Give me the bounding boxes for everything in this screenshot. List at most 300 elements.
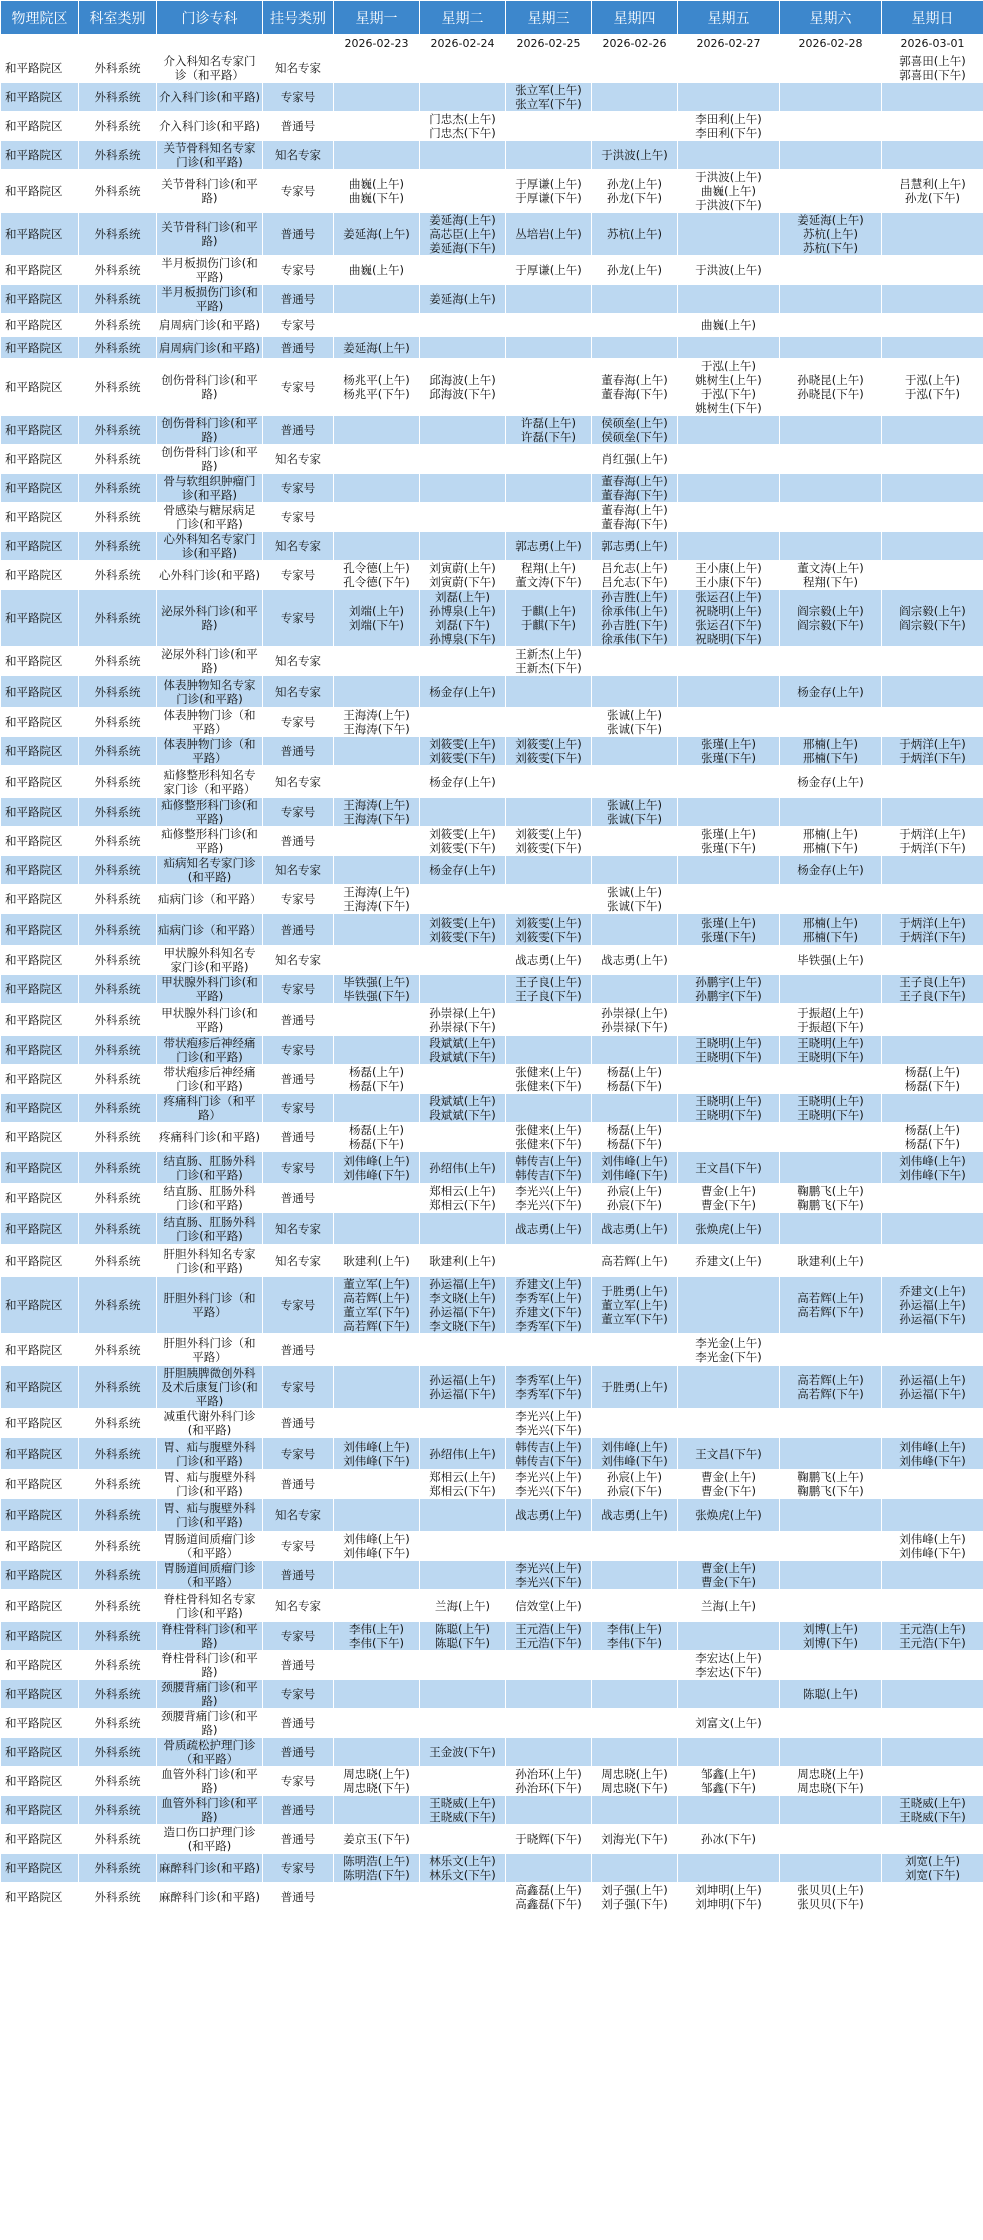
tuesday-cell: 刘筱雯(上午) 刘筱雯(下午) (420, 827, 506, 856)
wednesday-cell (506, 445, 592, 474)
thursday-cell: 苏杭(上午) (592, 213, 678, 256)
saturday-cell: 邢楠(上午) 邢楠(下午) (780, 737, 882, 766)
monday-cell: 王海涛(上午) 王海涛(下午) (334, 885, 420, 914)
clinic-cell: 疝病门诊（和平路） (157, 885, 263, 914)
sunday-cell (882, 1883, 983, 1912)
tuesday-cell: 林乐文(上午) 林乐文(下午) (420, 1854, 506, 1883)
department-cell: 外科系统 (79, 416, 157, 445)
department-cell: 外科系统 (79, 213, 157, 256)
sunday-cell: 王元浩(上午) 王元浩(下午) (882, 1622, 983, 1651)
campus-cell: 和平路院区 (1, 1004, 79, 1036)
saturday-cell: 杨金存(上午) (780, 676, 882, 708)
wednesday-cell (506, 141, 592, 170)
table-row (1, 1094, 983, 1123)
saturday-cell: 董文涛(上午) 程翔(下午) (780, 561, 882, 590)
friday-cell: 孙冰(下午) (678, 1825, 780, 1854)
reg-type-cell: 专家号 (263, 1767, 334, 1796)
thursday-cell: 董春海(上午) 董春海(下午) (592, 503, 678, 532)
table-row (1, 445, 983, 474)
reg-type-cell: 普通号 (263, 1561, 334, 1590)
department-cell: 外科系统 (79, 1245, 157, 1277)
monday-cell (334, 54, 420, 83)
monday-cell: 曲巍(上午) (334, 256, 420, 285)
clinic-cell: 血管外科门诊(和平路) (157, 1796, 263, 1825)
saturday-cell (780, 1409, 882, 1438)
campus-cell: 和平路院区 (1, 445, 79, 474)
tuesday-cell (420, 1499, 506, 1532)
clinic-cell: 麻醉科门诊(和平路) (157, 1883, 263, 1912)
sunday-cell: 王子良(上午) 王子良(下午) (882, 975, 983, 1004)
reg-type-cell: 专家号 (263, 708, 334, 737)
reg-type-cell: 普通号 (263, 1470, 334, 1499)
department-cell: 外科系统 (79, 1854, 157, 1883)
campus-cell: 和平路院区 (1, 503, 79, 532)
clinic-cell: 介入科知名专家门诊（和平路） (157, 54, 263, 83)
friday-cell: 王文昌(下午) (678, 1438, 780, 1470)
thursday-cell: 李伟(上午) 李伟(下午) (592, 1622, 678, 1651)
clinic-cell: 半月板损伤门诊(和平路) (157, 256, 263, 285)
tuesday-cell: 兰海(上午) (420, 1590, 506, 1622)
tuesday-cell (420, 1532, 506, 1561)
tuesday-cell (420, 1123, 506, 1152)
clinic-cell: 肝胆胰脾微创外科及术后康复门诊(和平路) (157, 1366, 263, 1409)
reg-type-cell: 普通号 (263, 1334, 334, 1366)
clinic-cell: 颈腰背痛门诊(和平路) (157, 1709, 263, 1738)
sunday-cell: 于炳洋(上午) 于炳洋(下午) (882, 914, 983, 946)
header-department: 科室类别 (79, 1, 157, 35)
tuesday-cell: 孙绍伟(上午) (420, 1438, 506, 1470)
department-cell: 外科系统 (79, 1622, 157, 1651)
wednesday-cell (506, 766, 592, 798)
wednesday-cell: 程翔(上午) 董文涛(下午) (506, 561, 592, 590)
sunday-cell (882, 1184, 983, 1213)
campus-cell: 和平路院区 (1, 1796, 79, 1825)
sunday-cell: 乔建文(上午) 孙运福(上午) 孙运福(下午) (882, 1277, 983, 1334)
wednesday-cell: 战志勇(上午) (506, 946, 592, 975)
reg-type-cell: 普通号 (263, 1123, 334, 1152)
clinic-cell: 结直肠、肛肠外科门诊(和平路) (157, 1184, 263, 1213)
clinic-cell: 血管外科门诊(和平路) (157, 1767, 263, 1796)
department-cell: 外科系统 (79, 141, 157, 170)
monday-cell: 毕铁强(上午) 毕铁强(下午) (334, 975, 420, 1004)
tuesday-cell (420, 1213, 506, 1245)
date-cell-empty (1, 35, 79, 54)
table-row (1, 213, 983, 256)
saturday-cell (780, 474, 882, 503)
table-row (1, 1709, 983, 1738)
thursday-cell (592, 1561, 678, 1590)
department-cell: 外科系统 (79, 54, 157, 83)
tuesday-cell: 王金波(下午) (420, 1738, 506, 1767)
clinic-cell: 心外科知名专家门诊(和平路) (157, 532, 263, 561)
wednesday-cell (506, 1709, 592, 1738)
wednesday-cell: 许磊(上午) 许磊(下午) (506, 416, 592, 445)
friday-cell (678, 1065, 780, 1094)
saturday-cell (780, 1825, 882, 1854)
wednesday-cell: 张健来(上午) 张健来(下午) (506, 1065, 592, 1094)
wednesday-cell: 王新杰(上午) 王新杰(下午) (506, 647, 592, 676)
reg-type-cell: 专家号 (263, 1622, 334, 1651)
table-row (1, 737, 983, 766)
monday-cell (334, 314, 420, 337)
clinic-cell: 关节骨科门诊(和平路) (157, 213, 263, 256)
friday-cell (678, 1622, 780, 1651)
friday-cell (678, 1409, 780, 1438)
thursday-cell (592, 337, 678, 359)
friday-cell: 曹金(上午) 曹金(下午) (678, 1184, 780, 1213)
reg-type-cell: 知名专家 (263, 676, 334, 708)
table-row (1, 647, 983, 676)
friday-cell (678, 885, 780, 914)
campus-cell: 和平路院区 (1, 1680, 79, 1709)
sunday-cell (882, 1213, 983, 1245)
table-row (1, 1065, 983, 1094)
monday-cell: 李伟(上午) 李伟(下午) (334, 1622, 420, 1651)
saturday-cell (780, 708, 882, 737)
thursday-cell (592, 1409, 678, 1438)
friday-cell (678, 1738, 780, 1767)
thursday-cell: 孙龙(上午) (592, 256, 678, 285)
tuesday-cell (420, 1651, 506, 1680)
tuesday-cell: 门忠杰(上午) 门忠杰(下午) (420, 112, 506, 141)
department-cell: 外科系统 (79, 708, 157, 737)
table-row (1, 1590, 983, 1622)
table-row (1, 798, 983, 827)
clinic-cell: 胃、疝与腹壁外科门诊(和平路) (157, 1499, 263, 1532)
friday-cell (678, 141, 780, 170)
table-row (1, 1004, 983, 1036)
friday-cell (678, 1854, 780, 1883)
sunday-cell (882, 83, 983, 112)
wednesday-cell: 于晓辉(下午) (506, 1825, 592, 1854)
monday-cell: 刘伟峰(上午) 刘伟峰(下午) (334, 1438, 420, 1470)
campus-cell: 和平路院区 (1, 1709, 79, 1738)
thursday-cell (592, 676, 678, 708)
sunday-cell: 于泓(上午) 于泓(下午) (882, 359, 983, 416)
saturday-cell (780, 83, 882, 112)
table-row (1, 975, 983, 1004)
reg-type-cell: 专家号 (263, 83, 334, 112)
tuesday-cell: 郑相云(上午) 郑相云(下午) (420, 1470, 506, 1499)
thursday-cell (592, 914, 678, 946)
clinic-cell: 脊柱骨科门诊(和平路) (157, 1622, 263, 1651)
reg-type-cell: 专家号 (263, 314, 334, 337)
clinic-cell: 骨与软组织肿瘤门诊(和平路) (157, 474, 263, 503)
wednesday-cell: 郭志勇(上午) (506, 532, 592, 561)
tuesday-cell: 孙运福(上午) 李文晓(上午) 孙运福(下午) 李文晓(下午) (420, 1277, 506, 1334)
friday-cell (678, 416, 780, 445)
clinic-cell: 带状疱疹后神经痛门诊(和平路) (157, 1036, 263, 1065)
reg-type-cell: 普通号 (263, 1796, 334, 1825)
friday-cell: 曹金(上午) 曹金(下午) (678, 1561, 780, 1590)
tuesday-cell (420, 1561, 506, 1590)
monday-cell (334, 83, 420, 112)
monday-cell (334, 532, 420, 561)
sunday-cell (882, 1680, 983, 1709)
saturday-cell: 耿建利(上午) (780, 1245, 882, 1277)
saturday-cell (780, 1438, 882, 1470)
friday-cell (678, 676, 780, 708)
wednesday-cell: 李光兴(上午) 李光兴(下午) (506, 1470, 592, 1499)
department-cell: 外科系统 (79, 676, 157, 708)
monday-cell (334, 1738, 420, 1767)
thursday-cell: 杨磊(上午) 杨磊(下午) (592, 1123, 678, 1152)
monday-cell (334, 1334, 420, 1366)
saturday-cell (780, 54, 882, 83)
tuesday-cell (420, 83, 506, 112)
sunday-cell (882, 445, 983, 474)
tuesday-cell: 姜延海(上午) 高芯臣(上午) 姜延海(下午) (420, 213, 506, 256)
sunday-cell (882, 416, 983, 445)
wednesday-cell: 李光兴(上午) 李光兴(下午) (506, 1561, 592, 1590)
department-cell: 外科系统 (79, 1883, 157, 1912)
sunday-cell (882, 1499, 983, 1532)
monday-cell (334, 1590, 420, 1622)
sunday-cell (882, 1036, 983, 1065)
friday-cell: 李田利(上午) 李田利(下午) (678, 112, 780, 141)
campus-cell: 和平路院区 (1, 1622, 79, 1651)
monday-cell (334, 1036, 420, 1065)
schedule-body (1, 35, 983, 1912)
campus-cell: 和平路院区 (1, 1590, 79, 1622)
thursday-cell (592, 1709, 678, 1738)
table-row (1, 766, 983, 798)
department-cell: 外科系统 (79, 647, 157, 676)
wednesday-cell: 于厚谦(上午) (506, 256, 592, 285)
saturday-cell (780, 1590, 882, 1622)
department-cell: 外科系统 (79, 766, 157, 798)
department-cell: 外科系统 (79, 1767, 157, 1796)
tuesday-cell (420, 647, 506, 676)
thursday-cell (592, 83, 678, 112)
thursday-cell (592, 1590, 678, 1622)
saturday-cell (780, 1738, 882, 1767)
monday-cell (334, 416, 420, 445)
sunday-cell (882, 1709, 983, 1738)
campus-cell: 和平路院区 (1, 1213, 79, 1245)
wednesday-cell (506, 856, 592, 885)
tuesday-cell (420, 1409, 506, 1438)
reg-type-cell: 普通号 (263, 285, 334, 314)
sunday-cell (882, 856, 983, 885)
thursday-cell: 高若辉(上午) (592, 1245, 678, 1277)
wednesday-cell (506, 1245, 592, 1277)
table-row (1, 112, 983, 141)
thursday-cell: 张诚(上午) 张诚(下午) (592, 798, 678, 827)
saturday-cell: 张贝贝(上午) 张贝贝(下午) (780, 1883, 882, 1912)
saturday-cell: 鞠鹏飞(上午) 鞠鹏飞(下午) (780, 1470, 882, 1499)
clinic-cell: 结直肠、肛肠外科门诊(和平路) (157, 1152, 263, 1184)
campus-cell: 和平路院区 (1, 827, 79, 856)
wednesday-cell (506, 1036, 592, 1065)
clinic-cell: 体表肿物知名专家门诊(和平路) (157, 676, 263, 708)
clinic-cell: 肩周病门诊(和平路) (157, 337, 263, 359)
clinic-cell: 造口伤口护理门诊(和平路) (157, 1825, 263, 1854)
reg-type-cell: 普通号 (263, 112, 334, 141)
sunday-cell (882, 532, 983, 561)
tuesday-cell: 刘筱雯(上午) 刘筱雯(下午) (420, 914, 506, 946)
saturday-cell (780, 798, 882, 827)
sunday-cell: 王晓威(上午) 王晓威(下午) (882, 1796, 983, 1825)
campus-cell: 和平路院区 (1, 1184, 79, 1213)
tuesday-cell: 孙绍伟(上午) (420, 1152, 506, 1184)
clinic-cell: 疼痛科门诊（和平路） (157, 1094, 263, 1123)
wednesday-cell (506, 112, 592, 141)
thursday-cell: 于洪波(上午) (592, 141, 678, 170)
tuesday-cell: 段斌斌(上午) 段斌斌(下午) (420, 1036, 506, 1065)
thursday-cell (592, 112, 678, 141)
monday-cell (334, 1409, 420, 1438)
thursday-cell (592, 1334, 678, 1366)
tuesday-cell (420, 337, 506, 359)
wednesday-cell: 张立军(上午) 张立军(下午) (506, 83, 592, 112)
date-wednesday: 2026-02-25 (506, 35, 592, 54)
campus-cell: 和平路院区 (1, 1152, 79, 1184)
tuesday-cell (420, 416, 506, 445)
table-row (1, 532, 983, 561)
reg-type-cell: 普通号 (263, 213, 334, 256)
sunday-cell (882, 1409, 983, 1438)
campus-cell: 和平路院区 (1, 1738, 79, 1767)
monday-cell: 董立军(上午) 高若辉(上午) 董立军(下午) 高若辉(下午) (334, 1277, 420, 1334)
clinic-cell: 肝胆外科门诊（和平路） (157, 1277, 263, 1334)
date-thursday: 2026-02-26 (592, 35, 678, 54)
department-cell: 外科系统 (79, 1590, 157, 1622)
reg-type-cell: 知名专家 (263, 946, 334, 975)
friday-cell (678, 946, 780, 975)
monday-cell: 姜延海(上午) (334, 213, 420, 256)
tuesday-cell (420, 798, 506, 827)
sunday-cell (882, 141, 983, 170)
sunday-cell (882, 676, 983, 708)
campus-cell: 和平路院区 (1, 1651, 79, 1680)
department-cell: 外科系统 (79, 1213, 157, 1245)
wednesday-cell (506, 1094, 592, 1123)
wednesday-cell (506, 1796, 592, 1825)
sunday-cell (882, 213, 983, 256)
header-clinic: 门诊专科 (157, 1, 263, 35)
clinic-cell: 心外科门诊(和平路) (157, 561, 263, 590)
saturday-cell (780, 141, 882, 170)
header-reg-type: 挂号类别 (263, 1, 334, 35)
clinic-cell: 关节骨科门诊(和平路) (157, 170, 263, 213)
saturday-cell (780, 1213, 882, 1245)
reg-type-cell: 普通号 (263, 416, 334, 445)
tuesday-cell (420, 1334, 506, 1366)
thursday-cell: 刘伟峰(上午) 刘伟峰(下午) (592, 1152, 678, 1184)
wednesday-cell: 张健来(上午) 张健来(下午) (506, 1123, 592, 1152)
wednesday-cell (506, 474, 592, 503)
monday-cell (334, 1680, 420, 1709)
saturday-cell (780, 1561, 882, 1590)
wednesday-cell: 乔建文(上午) 李秀军(上午) 乔建文(下午) 李秀军(下午) (506, 1277, 592, 1334)
department-cell: 外科系统 (79, 1152, 157, 1184)
clinic-cell: 脊柱骨科知名专家门诊(和平路) (157, 1590, 263, 1622)
wednesday-cell: 丛培岩(上午) (506, 213, 592, 256)
tuesday-cell: 孙运福(上午) 孙运福(下午) (420, 1366, 506, 1409)
reg-type-cell: 专家号 (263, 1366, 334, 1409)
thursday-cell: 刘海光(下午) (592, 1825, 678, 1854)
table-row (1, 1651, 983, 1680)
clinic-cell: 甲状腺外科门诊(和平路) (157, 975, 263, 1004)
reg-type-cell: 普通号 (263, 737, 334, 766)
thursday-cell (592, 1738, 678, 1767)
department-cell: 外科系统 (79, 946, 157, 975)
clinic-cell: 体表肿物门诊（和平路） (157, 708, 263, 737)
campus-cell: 和平路院区 (1, 1409, 79, 1438)
sunday-cell (882, 337, 983, 359)
campus-cell: 和平路院区 (1, 54, 79, 83)
reg-type-cell: 专家号 (263, 975, 334, 1004)
monday-cell (334, 1651, 420, 1680)
table-row (1, 1499, 983, 1532)
wednesday-cell: 战志勇(上午) (506, 1499, 592, 1532)
department-cell: 外科系统 (79, 856, 157, 885)
date-tuesday: 2026-02-24 (420, 35, 506, 54)
wednesday-cell: 于麒(上午) 于麒(下午) (506, 590, 592, 647)
wednesday-cell: 刘筱雯(上午) 刘筱雯(下午) (506, 737, 592, 766)
monday-cell (334, 1561, 420, 1590)
friday-cell (678, 337, 780, 359)
department-cell: 外科系统 (79, 1796, 157, 1825)
sunday-cell (882, 256, 983, 285)
reg-type-cell: 普通号 (263, 1004, 334, 1036)
saturday-cell: 阎宗毅(上午) 阎宗毅(下午) (780, 590, 882, 647)
thursday-cell (592, 766, 678, 798)
table-row (1, 1409, 983, 1438)
campus-cell: 和平路院区 (1, 532, 79, 561)
reg-type-cell: 普通号 (263, 1738, 334, 1767)
reg-type-cell: 知名专家 (263, 54, 334, 83)
campus-cell: 和平路院区 (1, 359, 79, 416)
friday-cell: 曲巍(上午) (678, 314, 780, 337)
table-row (1, 1213, 983, 1245)
header-monday: 星期一 (334, 1, 420, 35)
saturday-cell: 刘博(上午) 刘博(下午) (780, 1622, 882, 1651)
monday-cell (334, 1004, 420, 1036)
wednesday-cell (506, 885, 592, 914)
date-cell-empty (157, 35, 263, 54)
thursday-cell (592, 54, 678, 83)
friday-cell: 张运召(上午) 祝晓明(上午) 张运召(下午) 祝晓明(下午) (678, 590, 780, 647)
friday-cell: 张焕虎(上午) (678, 1213, 780, 1245)
department-cell: 外科系统 (79, 827, 157, 856)
monday-cell: 孔令德(上午) 孔令德(下午) (334, 561, 420, 590)
tuesday-cell (420, 532, 506, 561)
saturday-cell (780, 1123, 882, 1152)
thursday-cell: 孙吉胜(上午) 徐承伟(上午) 孙吉胜(下午) 徐承伟(下午) (592, 590, 678, 647)
reg-type-cell: 专家号 (263, 590, 334, 647)
sunday-cell: 刘伟峰(上午) 刘伟峰(下午) (882, 1152, 983, 1184)
table-row (1, 1561, 983, 1590)
clinic-cell: 肝胆外科知名专家门诊(和平路) (157, 1245, 263, 1277)
thursday-cell: 吕允志(上午) 吕允志(下午) (592, 561, 678, 590)
department-cell: 外科系统 (79, 112, 157, 141)
table-row (1, 1680, 983, 1709)
table-row (1, 1152, 983, 1184)
header-sunday: 星期日 (882, 1, 983, 35)
saturday-cell: 于振超(上午) 于振超(下午) (780, 1004, 882, 1036)
campus-cell: 和平路院区 (1, 416, 79, 445)
date-friday: 2026-02-27 (678, 35, 780, 54)
department-cell: 外科系统 (79, 1334, 157, 1366)
reg-type-cell: 知名专家 (263, 1245, 334, 1277)
thursday-cell: 侯硕垒(上午) 侯硕垒(下午) (592, 416, 678, 445)
friday-cell: 王文昌(下午) (678, 1152, 780, 1184)
department-cell: 外科系统 (79, 170, 157, 213)
campus-cell: 和平路院区 (1, 1245, 79, 1277)
clinic-cell: 胃肠道间质瘤门诊（和平路） (157, 1532, 263, 1561)
